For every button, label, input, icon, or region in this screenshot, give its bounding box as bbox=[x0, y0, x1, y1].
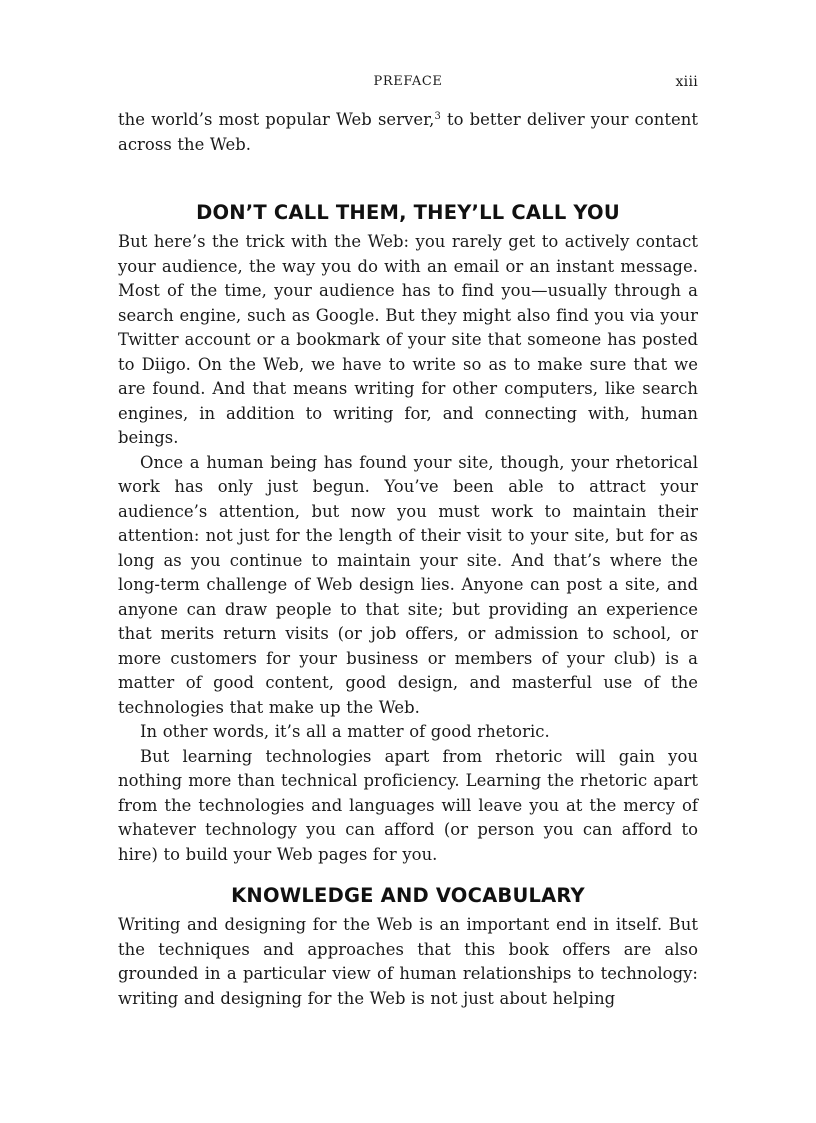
paragraph: Writing and designing for the Web is an important end in itself. But the techniques and approaches that this book offers are also grounded in a particular view of human relationships to technology: writing and designing for the Web is not just about helping bbox=[118, 915, 698, 1008]
running-head bbox=[118, 74, 698, 94]
continued-text-before: the world’s most popular Web server, bbox=[118, 110, 435, 129]
paragraph: Once a human being has found your site, though, your rhetorical work has only just begun. You’ve been able to attract your audience’s attention, but now you must work to maintain their attention: not just for the length of their visit to your site, but for as long as you continue to maintain your site. And that’s where the long-term challenge of Web design lies. Anyone can post a site, and anyone can draw people to that site; but providing an experience that merits return visits (or job offers, or admission to school, or more customers for your business or members of your club) is a matter of good content, good design, and masterful use of the technologies that make up the Web. bbox=[118, 452, 698, 717]
paragraph: But learning technologies apart from rhetoric will gain you nothing more than technical proficiency. Learning the rhetoric apart from the technologies and languages will leave you at the mercy of whatever technology you can afford (or person you can afford to hire) to build your Web pages for you. bbox=[118, 746, 698, 864]
section-heading-dont-call-them: DON’T CALL THEM, THEY’LL CALL YOU bbox=[196, 201, 620, 224]
section-body-knowledge-and-vocabulary bbox=[118, 913, 698, 1011]
continued-paragraph bbox=[118, 108, 698, 157]
continued-text-after: to better deliver your content across the Web. bbox=[118, 110, 698, 154]
paragraph: In other words, it’s all a matter of good rhetoric. bbox=[140, 722, 550, 741]
page-number: xiii bbox=[675, 74, 698, 90]
section-body-dont-call-them bbox=[118, 230, 698, 867]
continued-paragraph-text bbox=[118, 108, 698, 157]
footnote-marker[interactable]: 3 bbox=[434, 111, 441, 122]
section-heading-knowledge-and-vocabulary: KNOWLEDGE AND VOCABULARY bbox=[231, 884, 585, 907]
paragraph: But here’s the trick with the Web: you rarely get to actively contact your audience, the way you do with an email or an instant message. Most of the time, your audience has to find you—usually through a search engine, such as Google. But they might also find you via your Twitter account or a bookmark of your site that someone has posted to Diigo. On the Web, we have to write so as to make sure that we are found. And that means writing for other computers, like search engines, in addition to writing for, and connecting with, human beings. bbox=[118, 232, 698, 447]
running-head-title: PREFACE bbox=[373, 74, 443, 89]
